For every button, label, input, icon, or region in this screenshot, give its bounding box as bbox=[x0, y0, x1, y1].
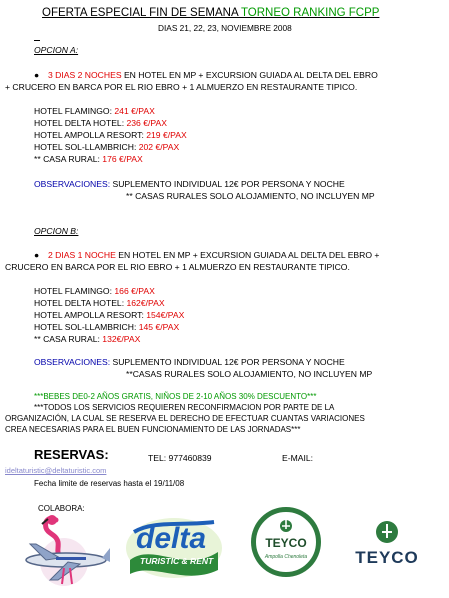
babies-note: ***BEBES DE0-2 AÑOS GRATIS, NIÑOS DE 2-10 AÑOS 30% DESCUENTO*** bbox=[34, 392, 317, 401]
flamingo-airplane-logo bbox=[16, 510, 112, 588]
option-b-duration: 2 DIAS 1 NOCHE bbox=[48, 250, 116, 260]
hotel-row bbox=[34, 298, 184, 309]
hotel-name: ** CASA RURAL: bbox=[34, 334, 103, 344]
hotel-name: HOTEL AMPOLLA RESORT: bbox=[34, 310, 147, 320]
reservas-label: RESERVAS: bbox=[34, 447, 109, 462]
conditions-line3: CREA NECESARIAS PARA EL BUEN FUNCIONAMIENTO DE LAS JORNADAS*** bbox=[5, 425, 301, 434]
hotel-row bbox=[34, 118, 187, 129]
delta-brand-tagline: TURISTIC & RENT bbox=[140, 556, 214, 566]
option-b-desc-line2: CRUCERO EN BARCA POR EL RIO EBRO + 1 ALMUERZO EN RESTAURANTE TIPICO. bbox=[5, 262, 350, 272]
event-dates: DIAS 21, 22, 23, NOVIEMBRE 2008 bbox=[158, 23, 292, 33]
hotel-row bbox=[34, 286, 184, 297]
hotel-price: 162€/PAX bbox=[126, 298, 165, 308]
option-a-desc-line1: EN HOTEL EN MP + EXCURSION GUIADA AL DELTA DEL EBRO bbox=[123, 70, 378, 80]
option-a-observations bbox=[34, 179, 345, 190]
hotel-row bbox=[34, 334, 184, 345]
reservas-deadline: Fecha limite de reservas hasta el 19/11/08 bbox=[34, 479, 185, 488]
hotel-name: HOTEL DELTA HOTEL: bbox=[34, 298, 127, 308]
hotel-price: 154€/PAX bbox=[146, 310, 185, 320]
option-b-observations bbox=[34, 357, 345, 368]
obs-line1: SUPLEMENTO INDIVIDUAL 12€ POR PERSONA Y NOCHE bbox=[112, 357, 345, 367]
hotel-row bbox=[34, 106, 187, 117]
conditions-line2: ORGANIZACIÓN, LA CUAL SE RESERVA EL DERECHO DE EFECTUAR CUANTAS VARIACIONES bbox=[5, 414, 365, 423]
title-tournament: TORNEO RANKING FCPP bbox=[240, 7, 380, 19]
bullet-icon: ● bbox=[34, 70, 40, 80]
hotel-row bbox=[34, 130, 187, 141]
option-a-duration: 3 DIAS 2 NOCHES bbox=[48, 70, 122, 80]
hotel-price: 132€/PAX bbox=[102, 334, 141, 344]
page-title bbox=[42, 7, 379, 20]
option-a-obs-line2: ** CASAS RURALES SOLO ALOJAMIENTO, NO INCLUYEN MP bbox=[126, 191, 375, 201]
option-b-desc-line1: EN HOTEL EN MP + EXCURSION GUIADA AL DELTA DEL EBRO + bbox=[118, 250, 380, 260]
teyco-round-subtitle: Ampolla Chenoleta bbox=[264, 554, 308, 560]
hotel-name: HOTEL SOL-LLAMBRICH: bbox=[34, 322, 139, 332]
obs-label: OBSERVACIONES: bbox=[34, 357, 111, 367]
option-b-obs-line2: **CASAS RURALES SOLO ALOJAMIENTO, NO INCLUYEN MP bbox=[126, 369, 373, 379]
reservas-email-link[interactable]: ideltaturistic@deltaturistic.com bbox=[5, 466, 107, 475]
bullet-icon: ● bbox=[34, 250, 40, 260]
hotel-name: HOTEL SOL-LLAMBRICH: bbox=[34, 142, 139, 152]
hotel-row bbox=[34, 322, 184, 333]
hotel-row bbox=[34, 142, 187, 153]
option-a-description bbox=[34, 70, 378, 81]
hotel-price: 145 €/PAX bbox=[138, 322, 180, 332]
option-a-marker bbox=[34, 40, 40, 41]
hotel-price: 202 €/PAX bbox=[138, 142, 180, 152]
hotel-name: HOTEL DELTA HOTEL: bbox=[34, 118, 127, 128]
hotel-price: 176 €/PAX bbox=[102, 154, 143, 164]
reservas-tel: TEL: 977460839 bbox=[148, 453, 212, 463]
option-b-hotel-list bbox=[34, 286, 184, 345]
hotel-price: 166 €/PAX bbox=[114, 286, 155, 296]
hotel-price: 219 €/PAX bbox=[146, 130, 187, 140]
flamingo-airplane-icon bbox=[16, 510, 112, 588]
option-b-description bbox=[34, 250, 379, 261]
hotel-price: 236 €/PAX bbox=[126, 118, 167, 128]
sponsors-label: COLABORA: bbox=[38, 504, 85, 513]
delta-turistic-logo bbox=[124, 512, 224, 584]
hotel-name: HOTEL AMPOLLA RESORT: bbox=[34, 130, 147, 140]
hotel-name: HOTEL FLAMINGO: bbox=[34, 106, 115, 116]
option-a-desc-line2: + CRUCERO EN BARCA POR EL RIO EBRO + 1 ALMUERZO EN RESTAURANTE TIPICO. bbox=[5, 82, 358, 92]
conditions-line1: ***TODOS LOS SERVICIOS REQUIEREN RECONFIRMACION POR PARTE DE LA bbox=[34, 403, 335, 412]
obs-line1: SUPLEMENTO INDIVIDUAL 12€ POR PERSONA Y NOCHE bbox=[112, 179, 345, 189]
teyco-round-logo bbox=[250, 504, 322, 580]
hotel-row bbox=[34, 310, 184, 321]
hotel-name: HOTEL FLAMINGO: bbox=[34, 286, 115, 296]
hotel-row bbox=[34, 154, 187, 165]
obs-label: OBSERVACIONES: bbox=[34, 179, 111, 189]
option-a-hotel-list bbox=[34, 106, 187, 165]
teyco-plain-logo bbox=[342, 518, 432, 570]
hotel-price: 241 €/PAX bbox=[114, 106, 155, 116]
option-b-heading: OPCION B: bbox=[34, 226, 79, 236]
teyco-round-name: TEYCO bbox=[265, 536, 307, 550]
delta-brand-name: delta bbox=[136, 522, 207, 555]
option-a-heading: OPCION A: bbox=[34, 45, 79, 55]
reservas-email-label: E-MAIL: bbox=[282, 453, 314, 463]
hotel-name: ** CASA RURAL: bbox=[34, 154, 103, 164]
title-main: OFERTA ESPECIAL FIN DE SEMANA bbox=[42, 7, 238, 19]
teyco-plain-name: TEYCO bbox=[355, 548, 419, 567]
